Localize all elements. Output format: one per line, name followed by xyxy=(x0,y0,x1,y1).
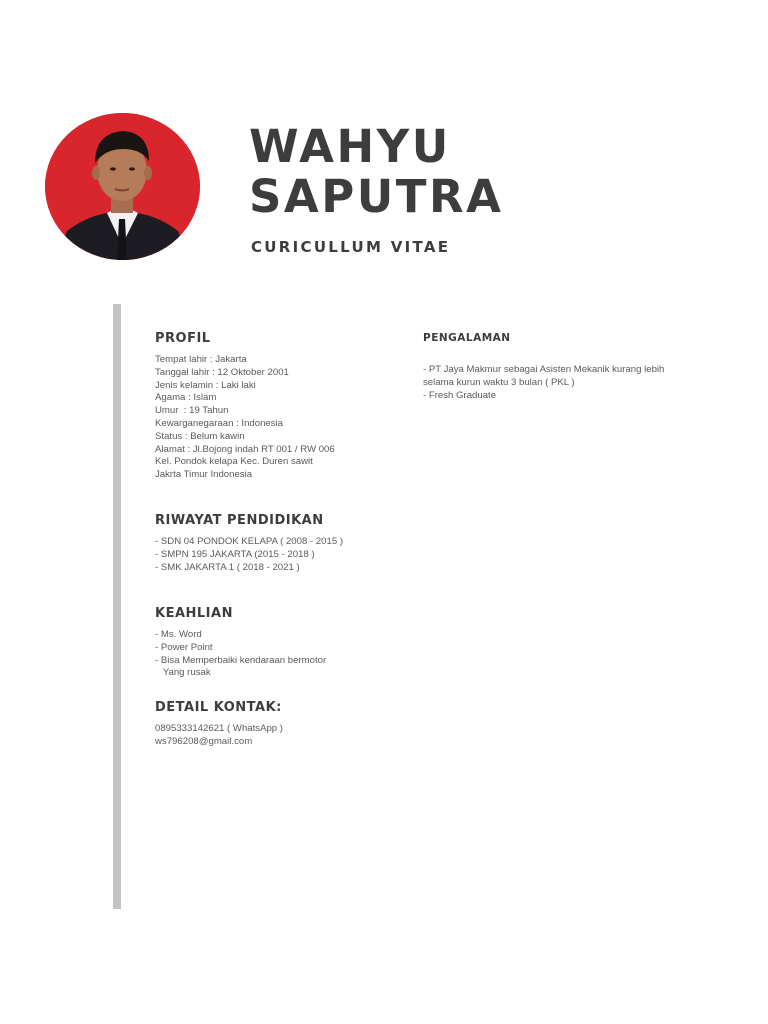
profile-line: Tempat lahir : Jakarta xyxy=(155,354,247,365)
last-name: SAPUTRA xyxy=(249,170,504,223)
experience-item: - PT Jaya Makmur sebagai Asisten Mekanik kurang lebih xyxy=(423,364,665,375)
section-title: DETAIL KONTAK: xyxy=(155,700,282,715)
experience-section xyxy=(423,332,664,402)
skills-section xyxy=(155,606,326,680)
profile-line: Umur : 19 Tahun xyxy=(155,405,229,417)
skill-item: Yang rusak xyxy=(155,667,211,679)
section-title: PROFIL xyxy=(155,331,211,346)
profile-line: Status : Belum kawin xyxy=(155,430,245,442)
skill-item: - Ms. Word xyxy=(155,629,202,640)
profile-photo xyxy=(45,113,200,260)
contact-phone: 0895333142621 ( WhatsApp ) xyxy=(155,723,284,734)
skills-list xyxy=(155,629,326,680)
contact-list xyxy=(155,723,283,749)
experience-item: - Fresh Graduate xyxy=(423,389,497,401)
skill-item: - Bisa Memperbaiki kendaraan bermotor xyxy=(155,654,327,666)
section-title: PENGALAMAN xyxy=(423,332,511,344)
section-title: RIWAYAT PENDIDIKAN xyxy=(155,513,324,528)
profile-line: Jenis kelamin : Laki laki xyxy=(155,379,256,391)
profile-section xyxy=(155,331,335,482)
experience-item: selama kurun waktu 3 bulan ( PKL ) xyxy=(423,376,575,388)
document-subtitle: CURICULLUM VITAE xyxy=(251,238,451,256)
profile-line: Kewarganegaraan : Indonesia xyxy=(155,417,284,429)
vertical-divider xyxy=(113,304,121,909)
profile-line: Alamat : Jl.Bojong indah RT 001 / RW 006 xyxy=(155,443,335,455)
experience-list xyxy=(423,364,664,402)
skill-item: - Power Point xyxy=(155,641,213,653)
education-item: - SMPN 195 JAKARTA (2015 - 2018 ) xyxy=(155,548,315,560)
profile-line: Tanggal lahir : 12 Oktober 2001 xyxy=(155,366,289,378)
first-name: WAHYU xyxy=(249,120,451,173)
profile-line: Agama : Islam xyxy=(155,392,217,404)
section-title: KEAHLIAN xyxy=(155,606,233,621)
contact-email: ws796208@gmail.com xyxy=(155,735,253,747)
profile-line: Jakrta Timur Indonesia xyxy=(155,469,253,481)
education-item: - SMK JAKARTA 1 ( 2018 - 2021 ) xyxy=(155,561,300,573)
contact-section xyxy=(155,700,283,749)
person-portrait-icon xyxy=(45,113,200,260)
profile-line: Kel. Pondok kelapa Kec. Duren sawit xyxy=(155,456,313,468)
profile-details xyxy=(155,354,335,482)
candidate-name xyxy=(249,122,503,222)
education-item: - SDN 04 PONDOK KELAPA ( 2008 - 2015 ) xyxy=(155,536,344,547)
education-list xyxy=(155,536,343,574)
education-section xyxy=(155,513,343,574)
